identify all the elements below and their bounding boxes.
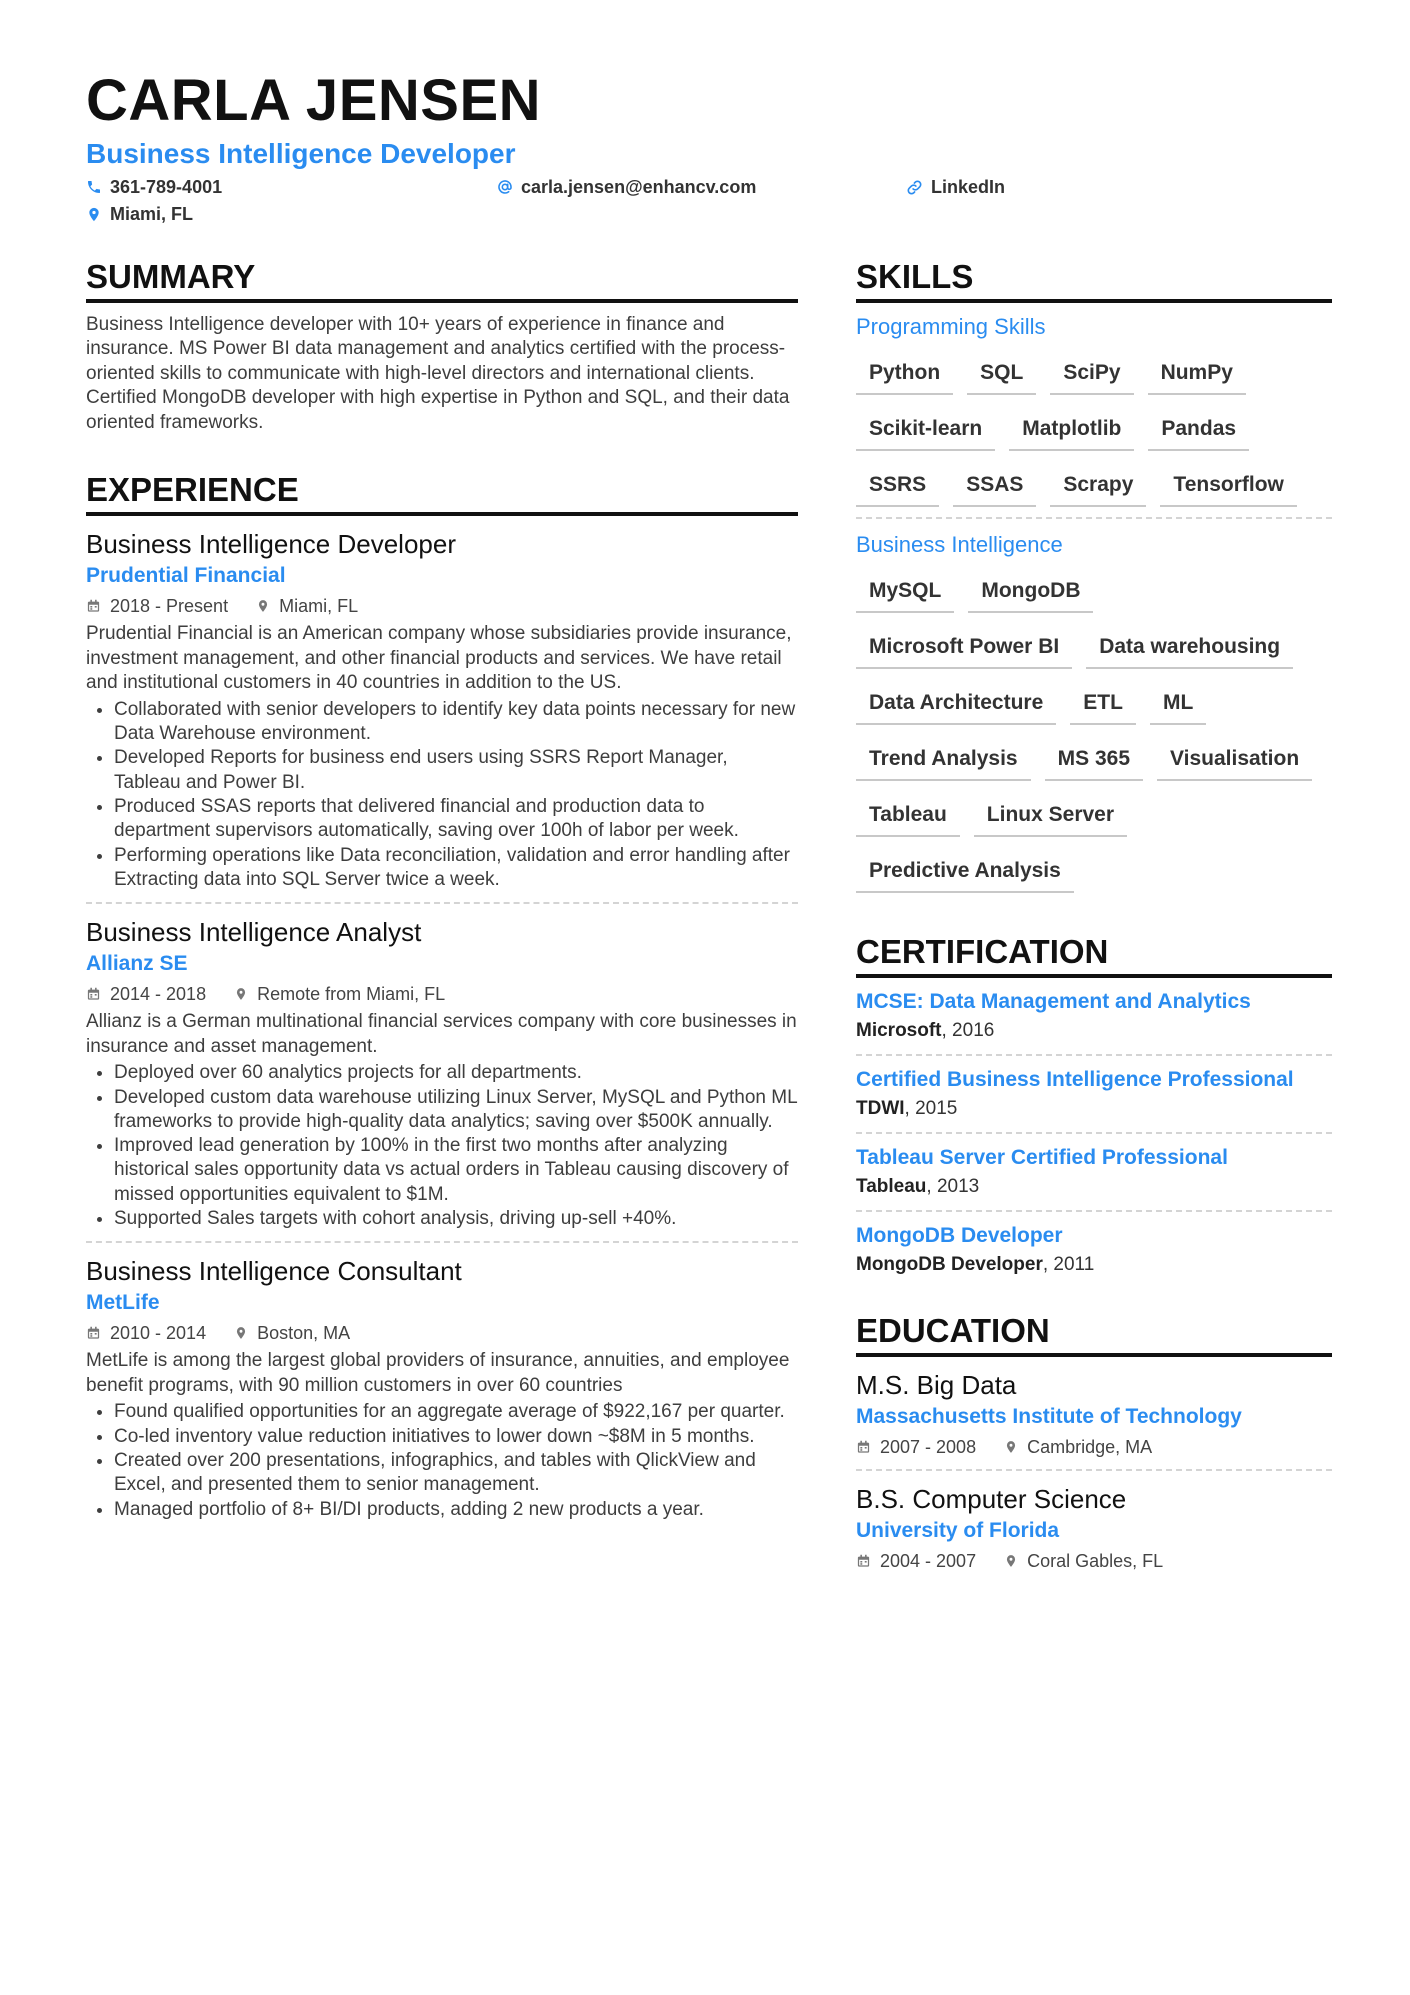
education-entry <box>856 1357 1332 1471</box>
job-description: Prudential Financial is an American company whose subsidiaries provide insurance, investment management, and other financial products and services. We have retail and institutional customers in 40 countries in addition to the US. <box>86 623 792 694</box>
location-text: Miami, FL <box>110 204 194 224</box>
education-location <box>1004 1549 1163 1573</box>
skills-heading: SKILLS <box>856 258 1332 303</box>
left-column <box>86 258 798 1522</box>
education-location-text: Cambridge, MA <box>1027 1436 1153 1457</box>
location-pin-icon <box>234 1325 248 1341</box>
education-dates <box>856 1549 976 1573</box>
right-column <box>856 258 1332 1573</box>
cert-entry <box>856 1056 1332 1132</box>
email-text: carla.jensen@enhancv.com <box>521 177 757 197</box>
job-description: Allianz is a German multinational financial services company with core businesses in insurance and asset management. <box>86 1011 797 1057</box>
cert-issuer <box>856 1096 1332 1122</box>
location-pin-icon <box>86 206 102 223</box>
job-bullet: • Improved lead generation by 100% in the first two months after analyzing historical sales opportunity data vs actual orders in Tableau causing discovery of missed opportunities equivalent to $1M. <box>114 1134 798 1207</box>
skill-group-title: Business Intelligence <box>856 531 1063 557</box>
contact-email[interactable] <box>497 178 756 196</box>
skill-tag: SciPy <box>1050 359 1133 395</box>
phone-text: 361-789-4001 <box>110 177 223 197</box>
job-entry <box>86 516 798 904</box>
location-pin-icon <box>1004 1439 1018 1455</box>
contact-linkedin[interactable] <box>906 178 1005 196</box>
skill-tag: Pandas <box>1148 415 1249 451</box>
job-location-text: Boston, MA <box>257 1323 351 1344</box>
experience-heading: EXPERIENCE <box>86 471 798 516</box>
skill-tag: Linux Server <box>974 801 1127 837</box>
cert-year: , 2015 <box>904 1097 958 1119</box>
job-title: Business Intelligence Developer <box>86 529 456 560</box>
candidate-title: Business Intelligence Developer <box>86 138 516 169</box>
job-dates <box>86 1321 206 1345</box>
skill-group <box>856 531 1332 903</box>
company-name[interactable]: Allianz SE <box>86 952 188 976</box>
job-bullet: • Found qualified opportunities for an aggregate average of $922,167 per quarter. <box>114 1400 798 1424</box>
education-location <box>1004 1435 1152 1459</box>
skill-tag: Python <box>856 359 953 395</box>
link-icon <box>906 179 923 196</box>
cert-entry <box>856 978 1332 1054</box>
skill-tag: SSAS <box>953 471 1036 507</box>
skill-tag: MongoDB <box>968 577 1093 613</box>
cert-name: Certified Business Intelligence Professional <box>856 1067 1294 1091</box>
calendar-icon <box>86 986 101 1002</box>
company-name[interactable]: Prudential Financial <box>86 564 286 588</box>
skill-tag: Matplotlib <box>1009 415 1134 451</box>
degree: B.S. Computer Science <box>856 1483 1127 1514</box>
location-pin-icon <box>1004 1553 1018 1569</box>
calendar-icon <box>86 1325 101 1341</box>
skill-tag: ML <box>1150 689 1206 725</box>
cert-org: TDWI <box>856 1097 905 1119</box>
job-bullet: • Created over 200 presentations, infographics, and tables with QlickView and Excel, and presented them to senior management. <box>114 1449 798 1498</box>
skill-tags <box>856 349 1332 517</box>
education-dates-text: 2004 - 2007 <box>880 1550 977 1571</box>
skill-tag: NumPy <box>1148 359 1246 395</box>
summary-heading: SUMMARY <box>86 258 798 303</box>
job-meta <box>86 982 798 1006</box>
cert-name: MongoDB Developer <box>856 1223 1063 1247</box>
skill-tag: MySQL <box>856 577 954 613</box>
job-location <box>234 982 445 1006</box>
cert-year: , 2016 <box>941 1019 995 1041</box>
cert-issuer <box>856 1252 1332 1278</box>
skill-tag: Tensorflow <box>1160 471 1296 507</box>
education-meta <box>856 1435 1332 1459</box>
job-bullets <box>86 1400 798 1521</box>
job-location <box>234 1321 350 1345</box>
company-name[interactable]: MetLife <box>86 1291 160 1315</box>
certification-section <box>856 933 1332 1288</box>
job-title: Business Intelligence Consultant <box>86 1256 462 1287</box>
skill-tag: Scikit-learn <box>856 415 995 451</box>
skill-tag: MS 365 <box>1045 745 1143 781</box>
divider <box>856 517 1332 519</box>
calendar-icon <box>856 1439 871 1455</box>
education-location-text: Coral Gables, FL <box>1027 1550 1164 1571</box>
cert-year: , 2011 <box>1042 1253 1095 1275</box>
cert-org: Tableau <box>856 1175 927 1197</box>
job-bullet: • Performing operations like Data reconciliation, validation and error handling after Extracting data into SQL Server twice a week. <box>114 844 798 893</box>
job-bullet: • Developed custom data warehouse utilizing Linux Server, MySQL and Python ML frameworks to provide high-quality data analytics; saving over $500K annually. <box>114 1086 798 1135</box>
skill-tag: ETL <box>1070 689 1136 725</box>
job-entry <box>86 1243 798 1521</box>
candidate-name: CARLA JENSEN <box>86 68 542 133</box>
linkedin-text: LinkedIn <box>931 177 1006 197</box>
job-bullet: • Developed Reports for business end users using SSRS Report Manager, Tableau and Power BI. <box>114 746 798 795</box>
job-bullet: • Managed portfolio of 8+ BI/DI products, adding 2 new products a year. <box>114 1498 798 1522</box>
skill-tag: Visualisation <box>1157 745 1312 781</box>
cert-org: Microsoft <box>856 1019 942 1041</box>
job-meta <box>86 1321 798 1345</box>
contact-phone[interactable] <box>86 178 222 196</box>
contact-location <box>86 205 193 223</box>
skill-tag: Predictive Analysis <box>856 857 1074 893</box>
skills-section <box>856 258 1332 903</box>
job-bullets <box>86 698 798 892</box>
cert-entry <box>856 1134 1332 1210</box>
job-location <box>256 594 358 618</box>
school-name: University of Florida <box>856 1518 1060 1542</box>
cert-issuer <box>856 1174 1332 1200</box>
skill-group-title: Programming Skills <box>856 313 1046 339</box>
job-bullet: • Co-led inventory value reduction initiatives to lower down ~$8M in 5 months. <box>114 1425 798 1449</box>
education-dates-text: 2007 - 2008 <box>880 1436 977 1457</box>
cert-org: MongoDB Developer <box>856 1253 1043 1275</box>
job-dates-text: 2010 - 2014 <box>110 1323 207 1344</box>
job-title: Business Intelligence Analyst <box>86 917 422 948</box>
summary-text: Business Intelligence developer with 10+ years of experience in finance and insurance. MS Power BI data management and analytics certified with the process-oriented skills to communicate with high-level directors and international clients. Certified MongoDB developer with high expertise in Python and SQL, and their data oriented frameworks. <box>86 313 790 433</box>
job-dates-text: 2014 - 2018 <box>110 984 207 1005</box>
cert-name: Tableau Server Certified Professional <box>856 1145 1228 1169</box>
job-bullet: • Supported Sales targets with cohort analysis, driving up-sell +40%. <box>114 1207 798 1231</box>
job-dates <box>86 594 228 618</box>
degree: M.S. Big Data <box>856 1369 1017 1400</box>
education-heading: EDUCATION <box>856 1312 1332 1357</box>
experience-section <box>86 471 798 1521</box>
job-meta <box>86 594 798 618</box>
job-entry <box>86 904 798 1243</box>
job-description: MetLife is among the largest global providers of insurance, annuities, and employee benefit programs, with 90 million customers in over 60 countries <box>86 1350 790 1396</box>
skill-tag: Data Architecture <box>856 689 1056 725</box>
job-bullet: • Collaborated with senior developers to identify key data points necessary for new Data Warehouse environment. <box>114 698 798 747</box>
skill-tag: Microsoft Power BI <box>856 633 1072 669</box>
education-section <box>856 1312 1332 1573</box>
job-dates-text: 2018 - Present <box>110 596 229 617</box>
calendar-icon <box>856 1553 871 1569</box>
job-dates <box>86 982 206 1006</box>
calendar-icon <box>86 598 101 614</box>
skill-group <box>856 313 1332 519</box>
skill-tag: Trend Analysis <box>856 745 1031 781</box>
certification-heading: CERTIFICATION <box>856 933 1332 978</box>
skill-tag: Tableau <box>856 801 960 837</box>
cert-name: MCSE: Data Management and Analytics <box>856 989 1251 1013</box>
skill-tag: SSRS <box>856 471 939 507</box>
job-bullet: • Produced SSAS reports that delivered financial and production data to department supervisors automatically, saving over 100h of labor per week. <box>114 795 798 844</box>
job-location-text: Remote from Miami, FL <box>257 984 446 1005</box>
job-bullets <box>86 1061 798 1231</box>
phone-icon <box>86 179 102 195</box>
job-location-text: Miami, FL <box>279 596 359 617</box>
job-bullet: • Deployed over 60 analytics projects for all departments. <box>114 1061 798 1085</box>
education-meta <box>856 1549 1332 1573</box>
education-dates <box>856 1435 976 1459</box>
skill-tags <box>856 567 1332 903</box>
cert-year: , 2013 <box>926 1175 980 1197</box>
skill-tag: SQL <box>967 359 1036 395</box>
education-entry <box>856 1471 1332 1573</box>
cert-entry <box>856 1212 1332 1288</box>
cert-issuer <box>856 1018 1332 1044</box>
skill-tag: Data warehousing <box>1086 633 1293 669</box>
school-name: Massachusetts Institute of Technology <box>856 1404 1242 1428</box>
location-pin-icon <box>234 986 248 1002</box>
at-icon <box>497 179 513 195</box>
skill-tag: Scrapy <box>1050 471 1146 507</box>
location-pin-icon <box>256 598 270 614</box>
summary-section <box>86 258 798 435</box>
